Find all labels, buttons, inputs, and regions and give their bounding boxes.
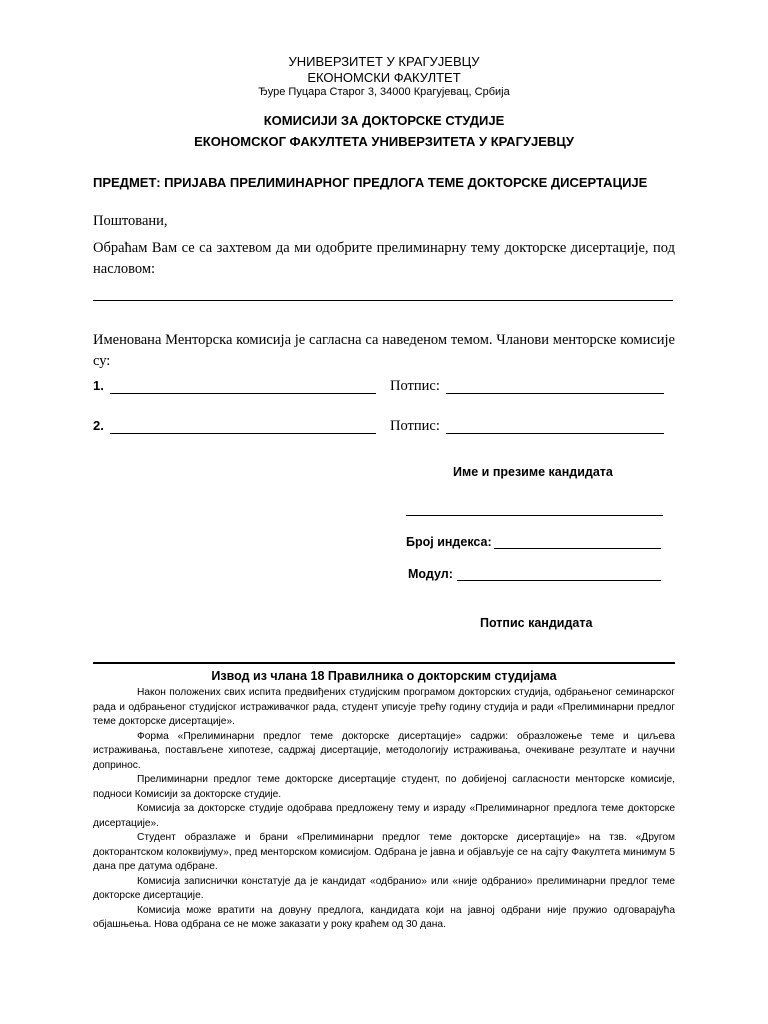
extract-paragraph-3: Прелиминарни предлог теме докторске дисертације студент, по добијеној сагласности менторске комисије, подноси Комисији за докторске студије.: [93, 774, 675, 800]
committee-paragraph: Именована Менторска комисија је сагласна са наведеном темом. Чланови менторске комисије су:: [93, 332, 675, 369]
extract-title: Извод из члана 18 Правилника о докторским студијама: [211, 669, 557, 683]
module-label: Модул:: [408, 567, 453, 581]
member-1-signature-field[interactable]: [446, 393, 664, 394]
extract-paragraph-7: Комисија може вратити на довуну предлога, кандидата који на јавној одбрани није пружио одговарајућа објашњења. Нова одбрана се не може заказати у року краћем од 30 дана.: [93, 904, 675, 930]
university-name: УНИВЕРЗИТЕТ У КРАГУЈЕВЦУ: [288, 54, 480, 69]
extract-paragraph-2: Форма «Прелиминарни предлог теме докторске дисертације» садржи: образложење теме и циљева истраживања, постављене хипотезе, садржај дисертације, методологију истраживања, очекиване резултате и научни допринос.: [93, 730, 675, 771]
extract-paragraph-5: Студент образлаже и брани «Прелиминарни предлог теме докторске дисертације» на тзв. «Другом докторантском колоквијуму», пред менторском комисијом. Одбрана је јавна и објављује се на сајту Факултета минимум 5 дана пре датума одбране.: [93, 832, 675, 872]
member-1-signature-label: Потпис:: [390, 378, 440, 394]
extract-body: [93, 686, 675, 933]
index-field[interactable]: [494, 548, 661, 549]
extract-paragraph-6: Комисија записнички констатује да је кандидат «одбранио» или «није одбранио» прелиминарни предлог теме докторске дисертације.: [93, 875, 675, 901]
member-2-signature-field[interactable]: [446, 433, 664, 434]
member-2-signature-label: Потпис:: [390, 418, 440, 434]
faculty-name: ЕКОНОМСКИ ФАКУЛТЕТ: [307, 70, 461, 85]
index-label: Број индекса:: [406, 535, 492, 549]
member-2-number: 2.: [93, 418, 104, 433]
faculty-address: Ђуре Пуцара Старог 3, 34000 Крагујевац, Србија: [258, 86, 510, 98]
addressee-line-1: КОМИСИЈИ ЗА ДОКТОРСКЕ СТУДИЈЕ: [263, 113, 505, 128]
addressee-line-2: ЕКОНОМСКОГ ФАКУЛТЕТА УНИВЕРЗИТЕТА У КРАГУЈЕВЦУ: [194, 134, 574, 149]
candidate-name-field[interactable]: [406, 515, 663, 516]
member-2-name-field[interactable]: [110, 433, 376, 434]
extract-paragraph-1: Након положених свих испита предвиђених студијским програмом докторских студија, одбрањеног семинарског рада и одбрањеног студијског истраживачког рада, студент уписује трећу годину студија и ради «Прелиминарни предлог теме докторске дисертације».: [93, 687, 675, 727]
member-1-name-field[interactable]: [110, 393, 376, 394]
section-divider: [93, 662, 675, 664]
request-paragraph: Обраћам Вам се са захтевом да ми одобрите прелиминарну тему докторске дисертације, под насловом:: [93, 240, 675, 277]
member-1-number: 1.: [93, 378, 104, 393]
greeting: Поштовани,: [93, 213, 168, 229]
extract-paragraph-4: Комисија за докторске студије одобрава предложену тему и израду «Прелиминарног предлога теме докторске дисертације».: [93, 803, 675, 829]
candidate-signature-label: Потпис кандидата: [480, 616, 593, 630]
subject-line: ПРЕДМЕТ: ПРИЈАВА ПРЕЛИМИНАРНОГ ПРЕДЛОГА ТЕМЕ ДОКТОРСКЕ ДИСЕРТАЦИЈЕ: [93, 175, 648, 190]
thesis-title-field[interactable]: [93, 300, 673, 301]
candidate-name-label: Име и презиме кандидата: [453, 465, 613, 479]
module-field[interactable]: [457, 580, 661, 581]
